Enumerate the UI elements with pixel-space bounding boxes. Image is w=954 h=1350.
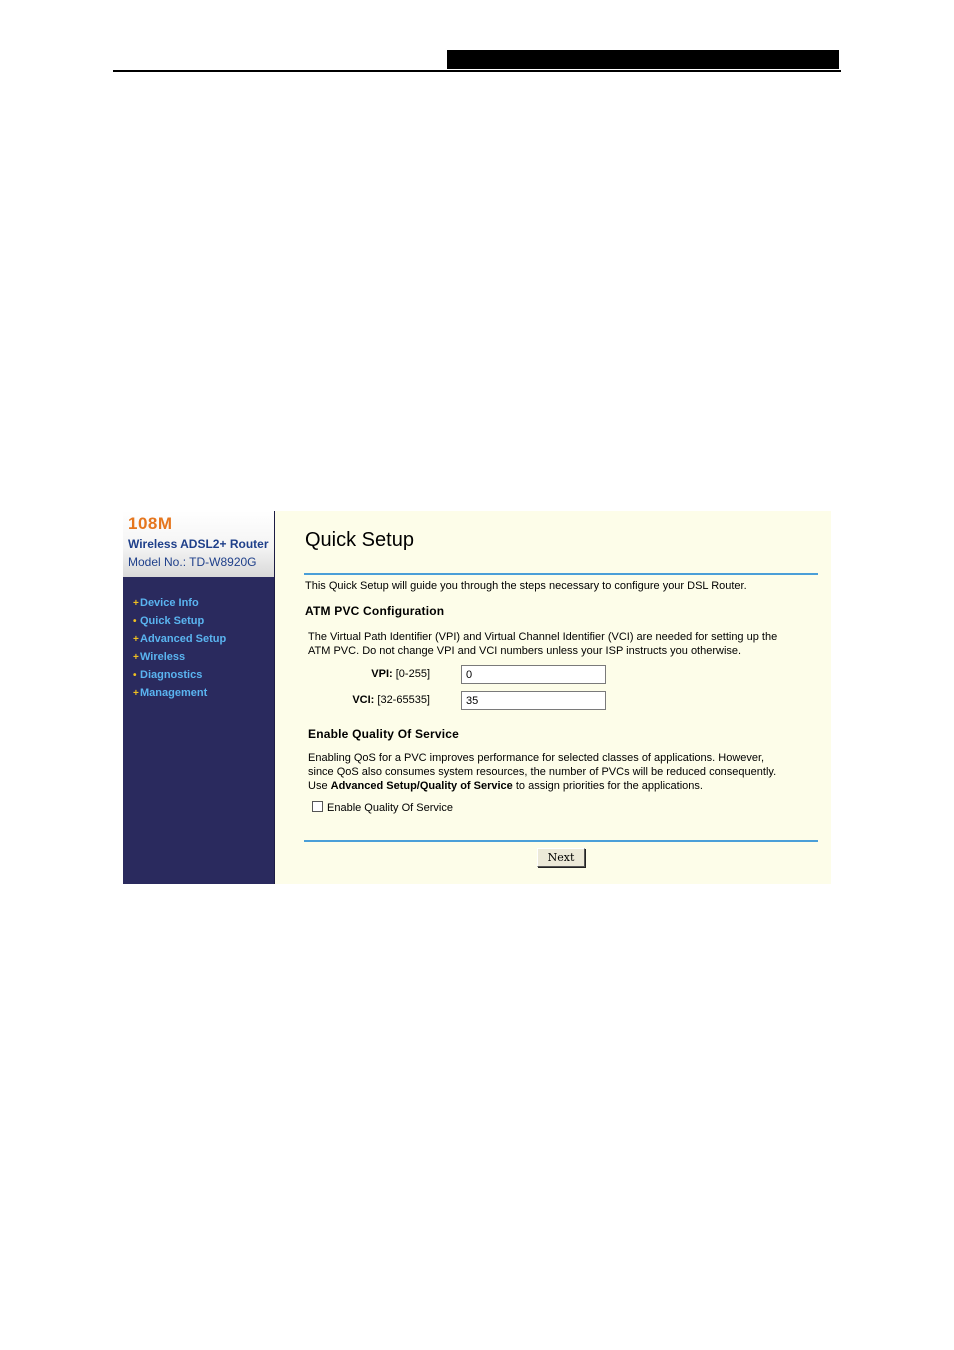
vpi-input[interactable] — [461, 665, 606, 684]
document-header-bar — [447, 50, 839, 69]
atm-pvc-heading: ATM PVC Configuration — [305, 604, 445, 618]
plus-bullet-icon: + — [133, 652, 139, 663]
sidebar-item-diagnostics[interactable] — [133, 666, 226, 684]
qos-description-line: Enabling QoS for a PVC improves performance for selected classes of applications. However, — [308, 752, 765, 764]
atm-description-line: The Virtual Path Identifier (VPI) and Virtual Channel Identifier (VCI) are needed for setting up the — [308, 631, 778, 643]
sidebar-item-label: Quick Setup — [140, 615, 205, 627]
plus-bullet-icon: + — [133, 634, 139, 645]
plus-bullet-icon: + — [133, 688, 139, 699]
sidebar — [123, 511, 275, 884]
document-header-rule — [113, 70, 841, 72]
sidebar-item-label: Wireless — [140, 651, 186, 663]
top-divider — [304, 573, 818, 575]
enable-qos-row — [312, 801, 453, 814]
plus-bullet-icon: + — [133, 598, 139, 609]
vci-input[interactable] — [461, 691, 606, 710]
qos-description — [308, 751, 818, 793]
page-title: Quick Setup — [305, 529, 414, 551]
router-ui-screenshot — [123, 511, 831, 884]
atm-description-line: ATM PVC. Do not change VPI and VCI numbers unless your ISP instructs you otherwise. — [308, 645, 742, 657]
model-label: Model No.: — [128, 555, 187, 569]
vpi-label-name: VPI: — [371, 668, 393, 680]
vci-label — [310, 694, 430, 706]
qos-description-text: to assign priorities for the applications. — [512, 780, 703, 792]
enable-qos-label[interactable]: Enable Quality Of Service — [327, 802, 453, 814]
qos-heading: Enable Quality Of Service — [308, 727, 460, 741]
vci-label-range: [32-65535] — [377, 694, 430, 706]
sidebar-item-label: Device Info — [140, 597, 199, 609]
sidebar-item-quick-setup[interactable] — [133, 612, 226, 630]
sidebar-item-wireless[interactable] — [133, 648, 226, 666]
intro-text: This Quick Setup will guide you through the steps necessary to configure your DSL Router. — [305, 580, 747, 592]
sidebar-item-management[interactable] — [133, 684, 226, 702]
bottom-divider — [304, 840, 818, 842]
qos-description-line — [308, 779, 818, 793]
model-number: TD-W8920G — [189, 555, 257, 569]
main-content — [275, 511, 831, 884]
brand-product-name: Wireless ADSL2+ Router — [128, 537, 269, 551]
next-button[interactable]: Next — [537, 848, 585, 867]
vpi-label — [310, 668, 430, 680]
enable-qos-checkbox[interactable] — [312, 801, 323, 812]
atm-description — [308, 630, 818, 658]
dot-bullet-icon: • — [133, 616, 137, 627]
brand-speed: 108M — [128, 514, 173, 533]
sidebar-nav — [133, 594, 226, 702]
sidebar-item-label: Diagnostics — [140, 669, 203, 681]
sidebar-item-device-info[interactable] — [133, 594, 226, 612]
qos-description-line: since QoS also consumes system resources, the number of PVCs will be reduced consequently. — [308, 766, 777, 778]
vpi-label-range: [0-255] — [395, 668, 430, 680]
sidebar-item-advanced-setup[interactable] — [133, 630, 226, 648]
sidebar-item-label: Management — [140, 687, 208, 699]
qos-description-bold: Advanced Setup/Quality of Service — [330, 780, 513, 792]
vci-label-name: VCI: — [352, 694, 375, 706]
qos-description-text: Use — [308, 780, 331, 792]
dot-bullet-icon: • — [133, 670, 137, 681]
brand-model — [128, 555, 257, 569]
brand-logo — [123, 511, 274, 577]
sidebar-item-label: Advanced Setup — [140, 633, 227, 645]
